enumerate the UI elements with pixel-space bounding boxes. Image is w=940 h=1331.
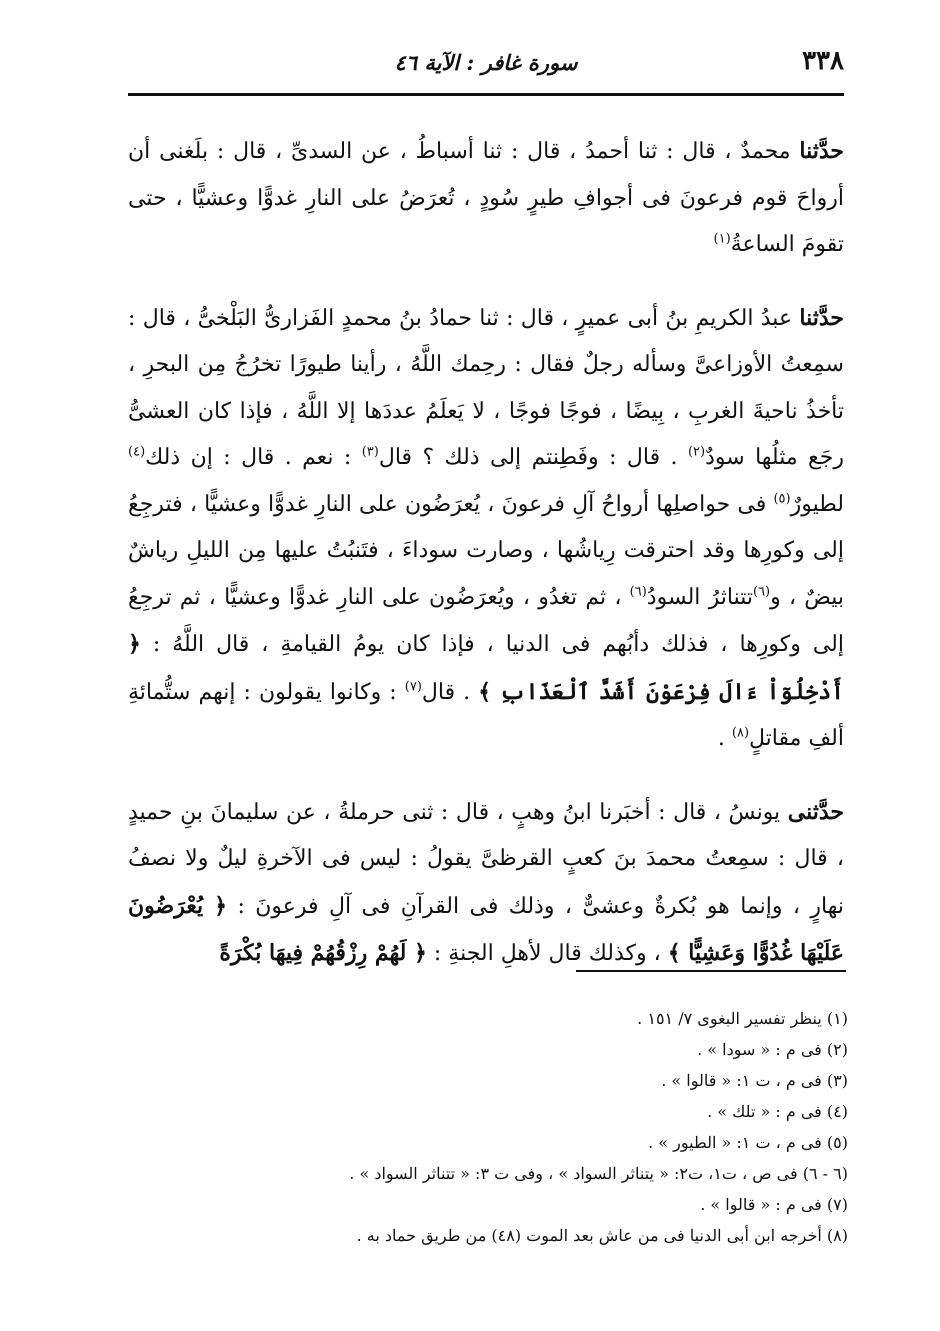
footnote-ref[interactable]: (٧) [404, 679, 422, 695]
paragraph-text: يونسُ ، قال : أخبَرنا ابنُ وهبٍ ، قال : ثنى حرملةُ ، عن سليمانَ بنِ حميدٍ ، قال : سمِعتُ محمدَ بنَ كعبٍ القرظىَّ يقولُ : ليس فى الآخرةِ ليلٌ ولا نصفُ نهارٍ ، وإنما هو بُكرةٌ وعشىٌّ ، وذلك فى القرآنِ فى آلِ فرعونَ : [128, 799, 844, 919]
page-header [128, 40, 844, 96]
paragraph-text: فى حواصلِها أرواحُ آلِ فرعونَ ، يُعرَضُون على النارِ غدوًّا وعشيًّا ، فترجِعُ إلى وكورِها وقد احترقت رِياشُها ، وصارت سوداءَ ، فتَنبُتُ عليها مِن الليلِ رياشٌ بيضٌ ، و [128, 491, 844, 610]
paragraph-2 [128, 295, 844, 763]
footnote-ref[interactable]: (٨) [731, 725, 750, 741]
footnote-ref[interactable]: (٤) [128, 444, 146, 460]
paragraph-text: . [717, 726, 732, 751]
paragraph-text: . قال : وفَطِنتم إلى ذلك ؟ قال [378, 445, 688, 470]
paragraph-text: . قال [421, 679, 479, 705]
paragraph-1 [128, 128, 844, 269]
footnote-5: (٥) فى م ، ت ١: « الطيور » . [648, 1133, 848, 1152]
footnote-3: (٣) فى م ، ت ١: « قالوا » . [661, 1071, 848, 1090]
footnote-ref[interactable]: (١) [713, 231, 731, 247]
footnote-8: (٨) أخرجه ابن أبى الدنيا فى من عاش بعد الموت (٤٨) من طريق حماد به . [356, 1226, 848, 1245]
footnote-ref[interactable]: (٢) [687, 444, 706, 460]
paragraph-text: عبدُ الكريمِ بنُ أبى عميرٍ ، قال : ثنا حمادُ بنُ محمدٍ الفَزارىُّ البَلْخىُّ ، قال : سمِعتُ الأوزاعىَّ وسأله رجلٌ فقال : رحِمك اللَّهُ ، رأينا طيورًا تخرُجُ مِن البحرِ ، تأخذُ ناحيةَ الغربِ ، بِيضًا ، فوجًا فوجًا ، لا يَعلَمُ عددَها إلا اللَّهُ ، فإذا كان العشىُّ رجَع مثلُها سودٌ [128, 305, 844, 470]
page-number: ٣٣٨ [802, 46, 844, 76]
quran-verse: ﴿ يُعْرَضُونَ عَلَيْهَا غُدُوًّا وَعَشِيًّا ﴾ [128, 892, 844, 966]
narration-lead: حدَّثنا [799, 304, 844, 331]
footnote-ref[interactable]: (٦) [752, 584, 771, 600]
footnote-ref[interactable]: (٥) [773, 491, 791, 507]
footnote-ref[interactable]: (٦) [629, 584, 647, 600]
footnote-ref[interactable]: (٣) [361, 444, 379, 460]
paragraph-text: : نعم . قال : إن ذلك [145, 445, 362, 470]
footnote-divider [576, 970, 846, 972]
quran-verse: ﴿ أَدْخِلُوٓاْ ءَالَ فِرْعَوْنَ أَشَدَّ ٱلْعَذَابِ ﴾ [128, 631, 845, 705]
quran-verse: ﴿ لَهُمْ رِزْقُهُمْ فِيهَا بُكْرَةً [219, 940, 427, 966]
paragraph-text: ، ثم تغدُو ، ويُعرَضُون على النارِ غدوًّا وعشيًّا ، ثم ترجِعُ إلى وكورِها ، فذلك دأبُهم فى الدنيا ، فإذا كان يومُ القيامةِ ، قال اللَّهُ : [128, 584, 844, 657]
narration-lead: حدَّثنى [787, 798, 844, 825]
footnote-1: (١) ينظر تفسير البغوى ٧/ ١٥١ . [637, 1009, 848, 1028]
running-title: سورة غافر : الآية ٤٦ [394, 50, 578, 75]
footnote-4: (٤) فى م : « تلك » . [707, 1102, 848, 1121]
paragraph-text: تتناثرُ السودُ [646, 584, 753, 610]
paragraph-text: محمدٌ ، قال : ثنا أحمدُ ، قال : ثنا أسباطُ ، عن السدىِّ ، قال : بلَغنى أن أرواحَ قوم فرعونَ فى أجوافِ طيرٍ سُودٍ ، تُعرَضُ على النارِ غدوًّا وعشيًّا ، حتى تقومَ الساعةُ [128, 139, 844, 257]
paragraph-text: لطيورٌ [790, 491, 844, 517]
paragraph-text: : وكانوا يقولون : إنهم ستُّمائةِ ألفِ مقاتلٍ [128, 679, 844, 751]
footnote-7: (٧) فى م : « قالوا » . [700, 1195, 848, 1214]
paragraph-text: ، وكذلك قال لأهلِ الجنةِ : [426, 941, 668, 966]
footnotes [128, 1003, 848, 1251]
main-text [128, 128, 844, 1004]
paragraph-3 [128, 789, 844, 978]
footnote-2: (٢) فى م : « سودا » . [697, 1040, 848, 1059]
footnote-6: (٦ - ٦) فى ص ، ت١، ت٢: « يتناثر السواد » ، وفى ت ٣: « تتناثر السواد » . [349, 1164, 848, 1183]
header-divider [128, 93, 844, 96]
narration-lead: حدَّثنا [799, 138, 844, 164]
